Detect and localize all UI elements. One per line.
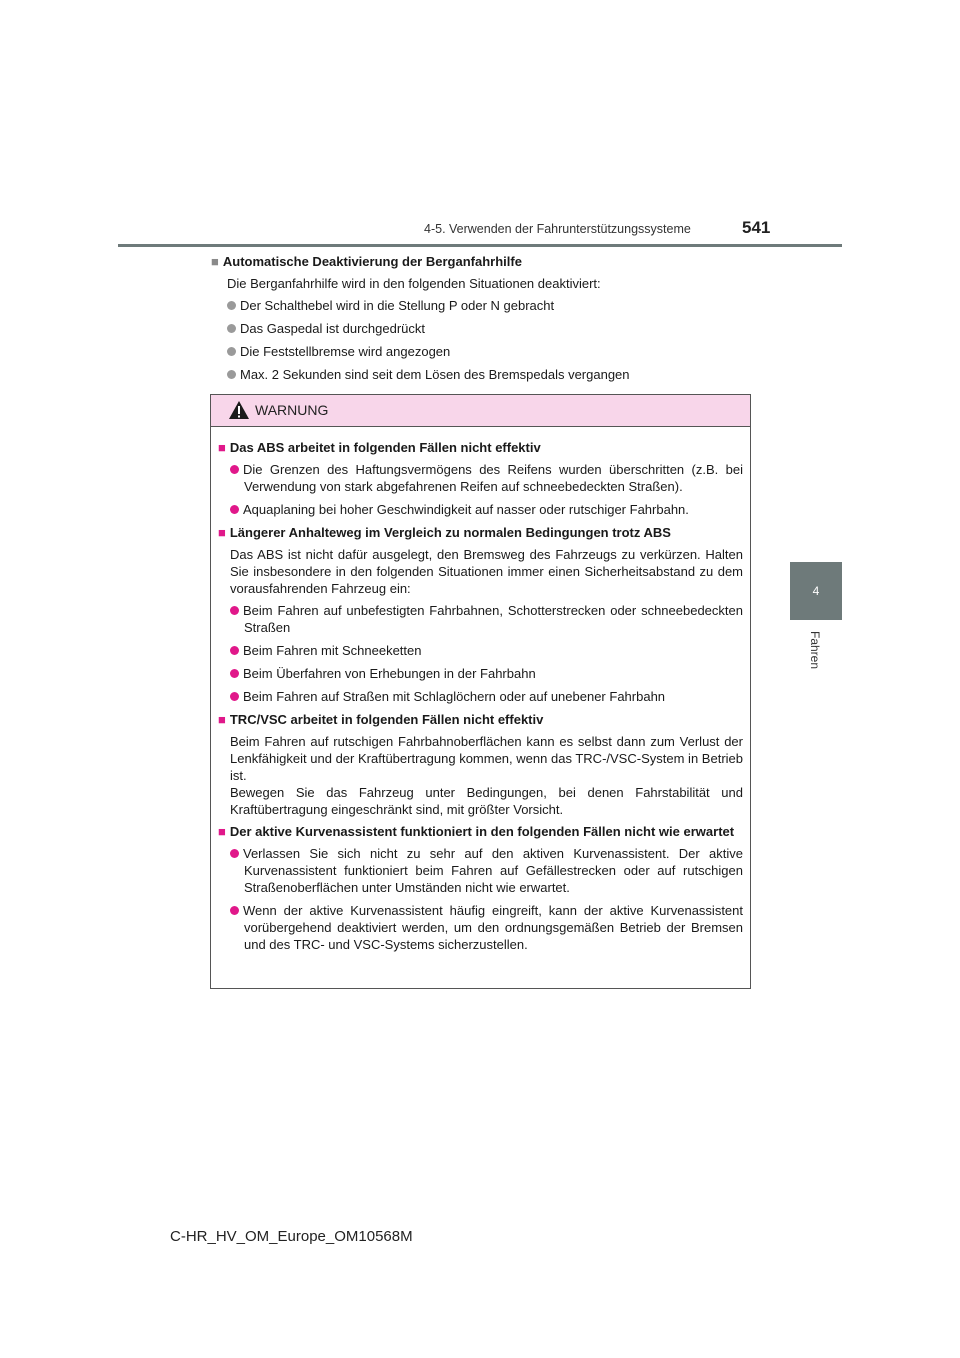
warning-header	[211, 395, 750, 427]
list-item: Beim Fahren auf unbefestigten Fahrbahnen, Schotterstrecken oder schneebedeckten Straßen	[230, 602, 743, 636]
chapter-tab-label: Fahren	[808, 630, 822, 670]
circle-bullet-icon	[227, 301, 236, 310]
circle-bullet-icon	[230, 606, 239, 615]
circle-bullet-icon	[227, 324, 236, 333]
list-item: Max. 2 Sekunden sind seit dem Lösen des Bremspedals vergangen	[227, 366, 751, 383]
square-bullet-icon: ■	[211, 254, 219, 269]
square-bullet-icon: ■	[218, 712, 226, 727]
warning-text: Das ABS ist nicht dafür ausgelegt, den Bremsweg des Fahrzeugs zu verkürzen. Halten Sie insbesondere in den folgenden Situationen immer einen Sicherheitsabstand zu dem vorausfahrenden Fahrzeug ein:	[230, 547, 743, 596]
warning-heading: ■ Der aktive Kurvenassistent funktioniert in den folgenden Fällen nicht wie erwartet	[218, 824, 735, 839]
circle-bullet-icon	[227, 347, 236, 356]
warning-heading: ■ Das ABS arbeitet in folgenden Fällen nicht effektiv	[218, 440, 541, 455]
circle-bullet-icon	[230, 646, 239, 655]
circle-bullet-icon	[230, 465, 239, 474]
warning-heading: ■ TRC/VSC arbeitet in folgenden Fällen nicht effektiv	[218, 712, 544, 727]
intro-text: Die Berganfahrhilfe wird in den folgenden Situationen deaktiviert:	[227, 276, 601, 291]
list-item: Der Schalthebel wird in die Stellung P oder N gebracht	[227, 297, 751, 314]
header-section-title: 4-5. Verwenden der Fahrunterstützungssysteme	[424, 222, 691, 236]
document-id: C-HR_HV_OM_Europe_OM10568M	[170, 1228, 413, 1245]
circle-bullet-icon	[230, 692, 239, 701]
warning-title: WARNUNG	[255, 402, 329, 418]
list-item: Wenn der aktive Kurvenassistent häufig eingreift, kann der aktive Kurvenassistent vorübergehend deaktiviert werden, um den ordnungsgemäßen Betrieb der Bremsen und des TRC- und VSC-Systems sicherzustellen.	[230, 902, 743, 953]
list-item: Die Feststellbremse wird angezogen	[227, 343, 751, 360]
page-number: 541	[742, 218, 771, 237]
square-bullet-icon: ■	[218, 440, 226, 455]
warning-heading: ■ Längerer Anhalteweg im Vergleich zu normalen Bedingungen trotz ABS	[218, 525, 671, 540]
circle-bullet-icon	[230, 849, 239, 858]
warning-triangle-icon	[228, 400, 250, 425]
list-item: Beim Fahren mit Schneeketten	[230, 642, 743, 659]
intro-section	[211, 253, 751, 389]
list-item: Das Gaspedal ist durchgedrückt	[227, 320, 751, 337]
intro-heading: ■ Automatische Deaktivierung der Berganfahrhilfe	[211, 254, 522, 269]
list-item: Verlassen Sie sich nicht zu sehr auf den aktiven Kurvenassistent. Der aktive Kurvenassistent funktioniert beim Fahren auf Gefällestrecken oder auf rutschigen Straßenoberflächen unter Umständen nicht wie erwartet.	[230, 845, 743, 896]
list-item: Die Grenzen des Haftungsvermögens des Reifens wurden überschritten (z.B. bei Verwendung von stark abgefahrenen Reifen auf schneebedeckten Straßen).	[230, 461, 743, 495]
square-bullet-icon: ■	[218, 824, 226, 839]
header-rule	[118, 244, 842, 247]
warning-text: Bewegen Sie das Fahrzeug unter Bedingungen, bei denen Fahrstabilität und Kraftübertragung eingeschränkt sind, mit größter Vorsicht.	[230, 785, 743, 817]
list-item: Beim Fahren auf Straßen mit Schlaglöchern oder auf unebener Fahrbahn	[230, 688, 743, 705]
list-item: Aquaplaning bei hoher Geschwindigkeit auf nasser oder rutschiger Fahrbahn.	[230, 501, 743, 518]
list-item: Beim Überfahren von Erhebungen in der Fahrbahn	[230, 665, 743, 682]
square-bullet-icon: ■	[218, 525, 226, 540]
chapter-tab: 4	[790, 562, 842, 620]
circle-bullet-icon	[230, 906, 239, 915]
circle-bullet-icon	[227, 370, 236, 379]
circle-bullet-icon	[230, 505, 239, 514]
warning-body	[218, 439, 743, 959]
warning-text: Beim Fahren auf rutschigen Fahrbahnoberflächen kann es selbst dann zum Verlust der Lenkfähigkeit und der Kraftübertragung kommen, wenn das TRC-/VSC-System in Betrieb ist.	[230, 734, 743, 783]
circle-bullet-icon	[230, 669, 239, 678]
warning-box	[210, 394, 751, 989]
